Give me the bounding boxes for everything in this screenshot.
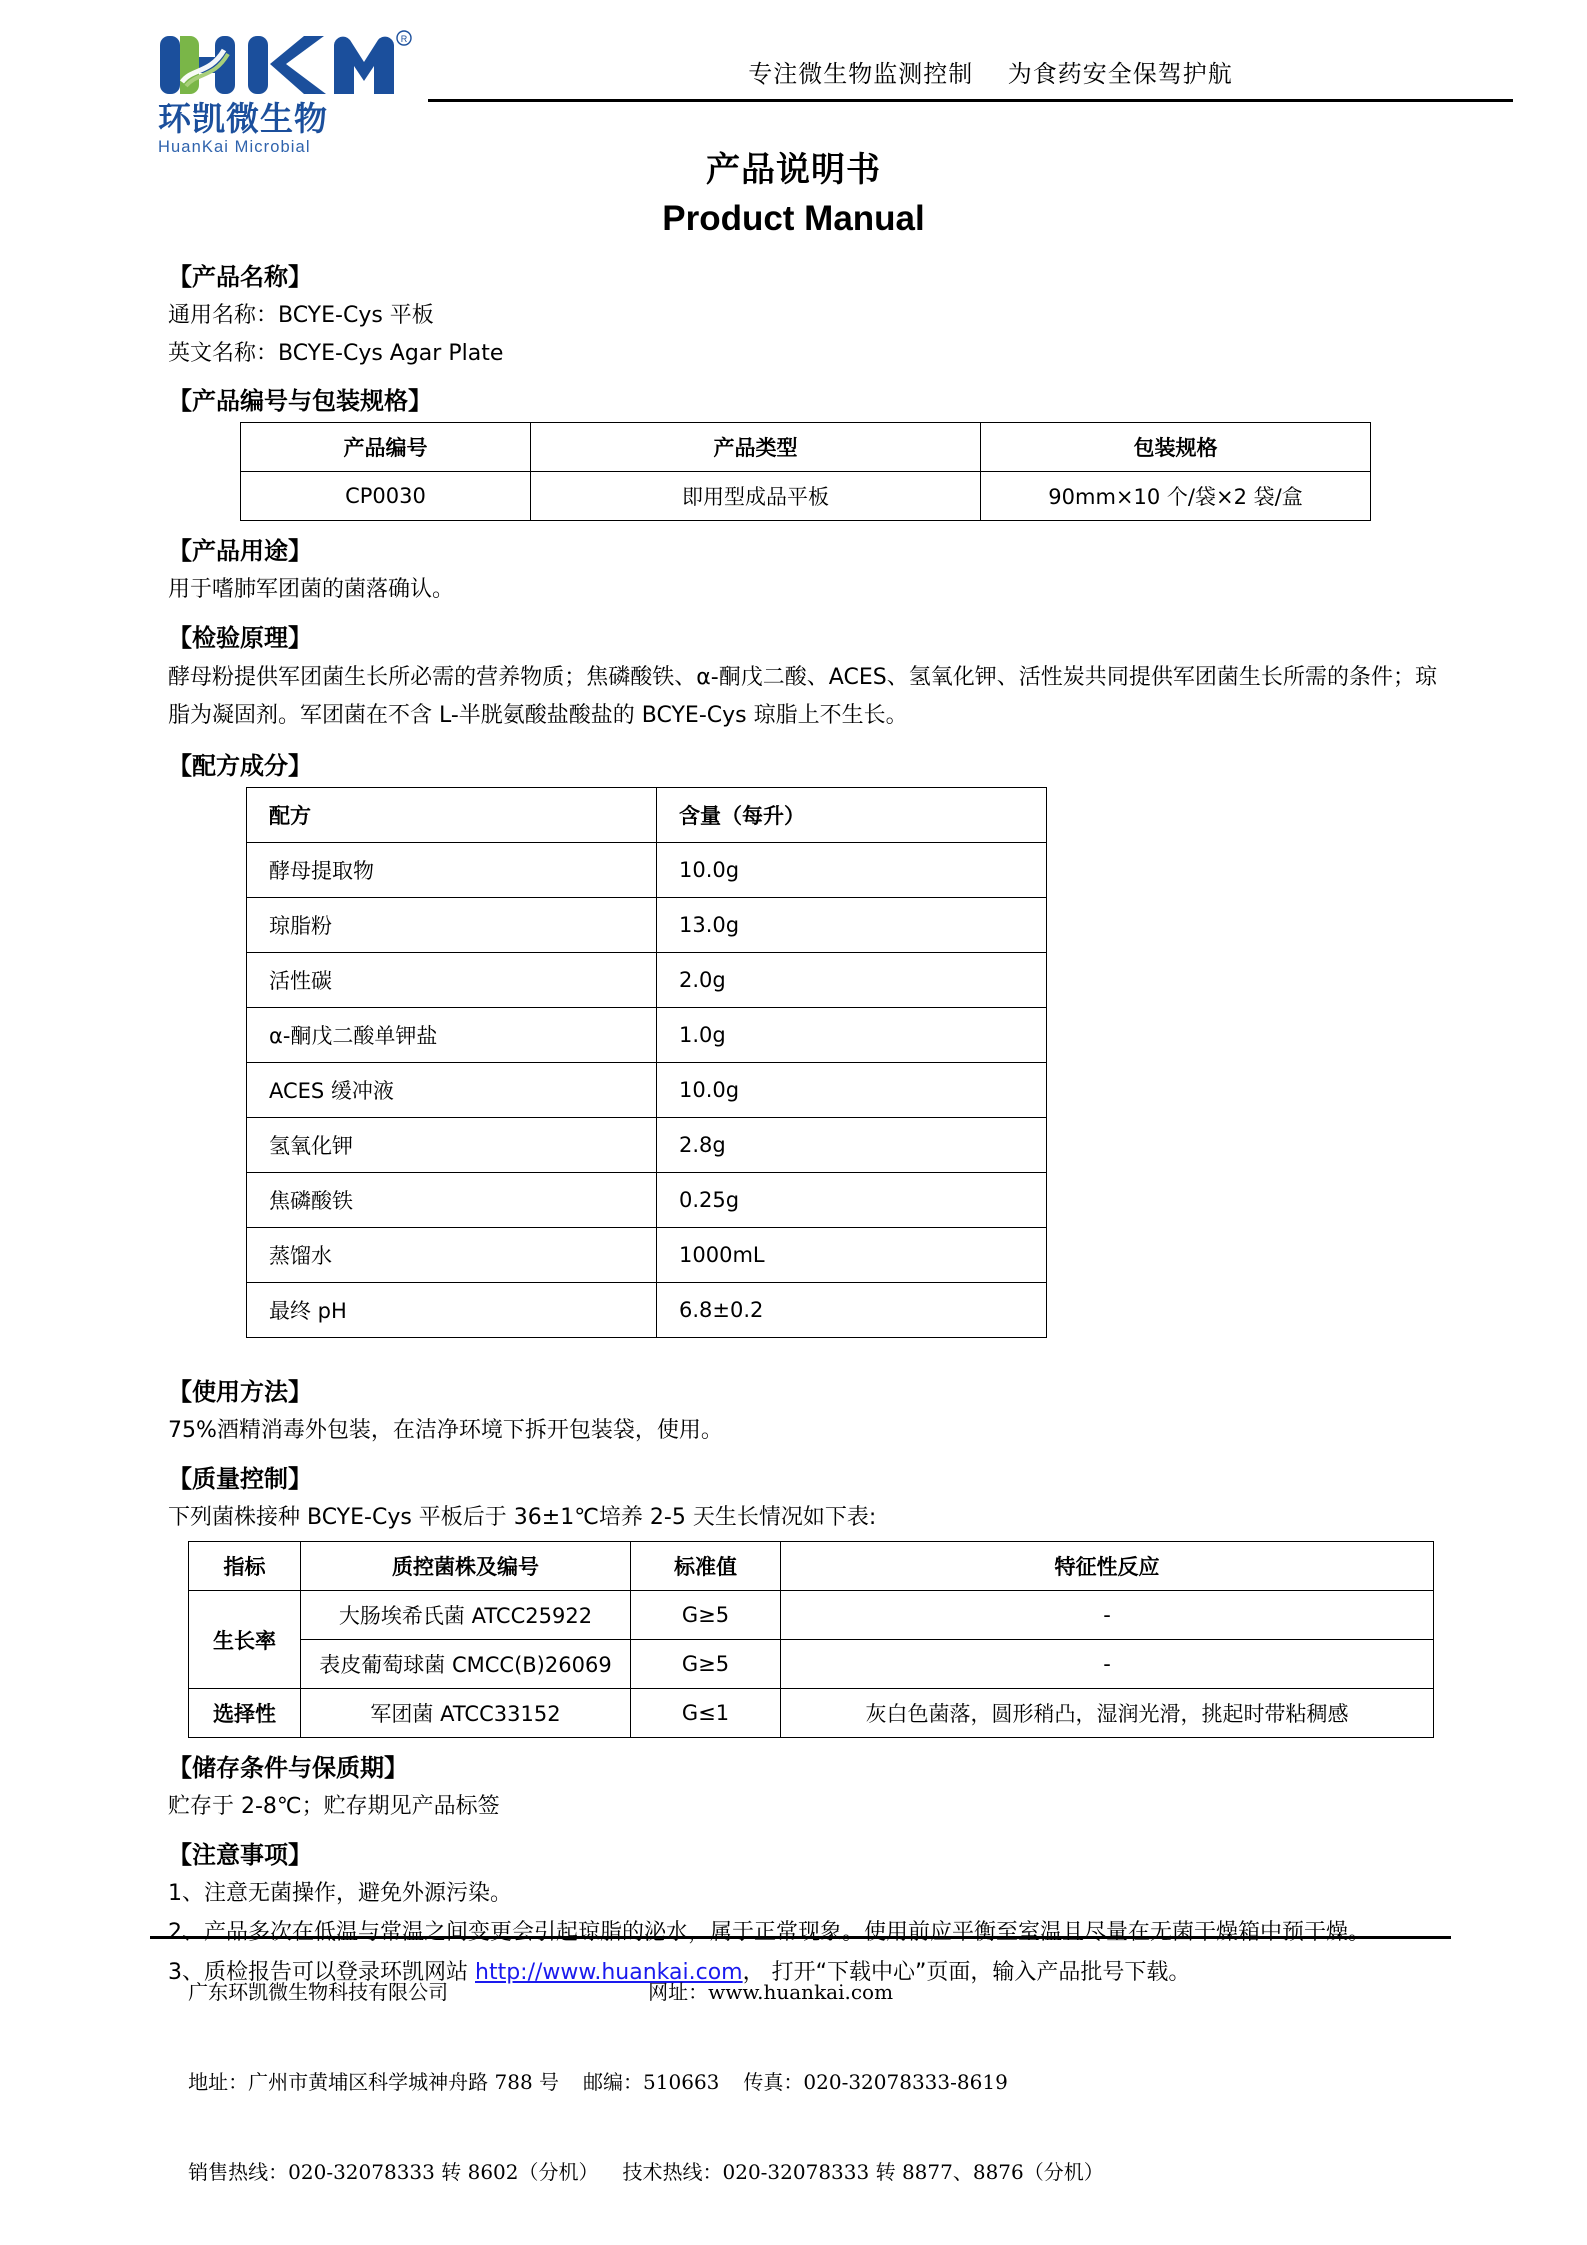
col-indicator: 指标: [189, 1542, 301, 1591]
hkm-logo-mark: [158, 28, 413, 100]
footer-sales-hotline: 销售热线：020-32078333 转 8602（分机）: [188, 2160, 599, 2184]
cell-standard: G≥5: [631, 1591, 781, 1640]
col-product-type: 产品类型: [531, 423, 981, 472]
cell-standard: G≥5: [631, 1640, 781, 1689]
header-tagline-area: [428, 28, 1513, 102]
cell-strain: 军团菌 ATCC33152: [301, 1689, 631, 1738]
col-product-code: 产品编号: [241, 423, 531, 472]
cell-strain: 大肠埃希氏菌 ATCC25922: [301, 1591, 631, 1640]
footer-website: 网址：www.huankai.com: [648, 1980, 894, 2004]
table-row: [247, 1172, 1047, 1227]
table-row: [247, 1007, 1047, 1062]
footer-fax: 传真：020-32078333-8619: [743, 2070, 1008, 2094]
section-heading-usage: 【使用方法】: [168, 1377, 312, 1406]
generic-name-line: 通用名称：BCYE-Cys 平板: [168, 303, 434, 328]
english-name-line: 英文名称：BCYE-Cys Agar Plate: [168, 340, 504, 366]
cell-indicator-selectivity: 选择性: [189, 1689, 301, 1738]
cell-amount: 10.0g: [657, 1062, 1047, 1117]
cell-amount: 2.8g: [657, 1117, 1047, 1172]
cell-product-code: CP0030: [241, 472, 531, 521]
page-title-en: Product Manual: [662, 199, 925, 238]
header-tagline: 专注微生物监测控制 为食药安全保驾护航: [748, 60, 1233, 88]
cell-strain: 表皮葡萄球菌 CMCC(B)26069: [301, 1640, 631, 1689]
cell-amount: 2.0g: [657, 952, 1047, 1007]
cell-ingredient: 活性碳: [247, 952, 657, 1007]
cell-product-type: 即用型成品平板: [531, 472, 981, 521]
cell-indicator-growth-rate: 生长率: [189, 1591, 301, 1689]
cell-ingredient: 琼脂粉: [247, 897, 657, 952]
usage-text: 75%酒精消毒外包装，在洁净环境下拆开包装袋，使用。: [168, 1417, 723, 1443]
col-reaction: 特征性反应: [781, 1542, 1434, 1591]
cell-ingredient: α-酮戊二酸单钾盐: [247, 1007, 657, 1062]
note-item-2: 2、产品多次在低温与常温之间变更会引起琼脂的泌水，属于正常现象。使用前应平衡至室温且尽量在无菌干燥箱中预干燥。: [168, 1920, 1371, 1946]
table-row: [247, 842, 1047, 897]
cell-amount: 1000mL: [657, 1227, 1047, 1282]
cell-amount: 1.0g: [657, 1007, 1047, 1062]
page-footer: [150, 1936, 1451, 2217]
table-header-row: [189, 1542, 1434, 1591]
table-row: [247, 1227, 1047, 1282]
table-header-row: [241, 423, 1371, 472]
hkm-logotype-icon: [158, 28, 413, 100]
note-3-suffix: ， 打开“下载中心”页面，输入产品批号下载。: [742, 1960, 1191, 1985]
svg-text:R: R: [400, 34, 408, 44]
company-logo: [158, 28, 428, 156]
cell-ingredient: 氢氧化钾: [247, 1117, 657, 1172]
section-heading-product-use: 【产品用途】: [168, 537, 312, 566]
quality-control-intro: 下列菌株接种 BCYE-Cys 平板后于 36±1℃培养 2-5 天生长情况如下表:: [168, 1504, 877, 1530]
col-amount: 含量（每升）: [657, 787, 1047, 842]
cell-reaction: -: [781, 1640, 1434, 1689]
footer-postcode: 邮编：510663: [583, 2070, 720, 2094]
document-content: [0, 257, 1587, 1991]
section-heading-notes: 【注意事项】: [168, 1840, 312, 1869]
footer-tech-hotline: 技术热线：020-32078333 转 8877、8876（分机）: [622, 2160, 1104, 2184]
footer-line-3: [150, 2127, 1451, 2217]
formula-table: [246, 787, 1047, 1338]
cell-ingredient: 焦磷酸铁: [247, 1172, 657, 1227]
section-heading-quality-control: 【质量控制】: [168, 1464, 312, 1493]
table-row: [189, 1640, 1434, 1689]
quality-control-table: [188, 1541, 1434, 1738]
cell-standard: G≤1: [631, 1689, 781, 1738]
table-row: [247, 952, 1047, 1007]
table-row: [247, 1282, 1047, 1337]
table-row: [247, 1062, 1047, 1117]
header-divider: [428, 99, 1513, 102]
huankai-website-link[interactable]: http://www.huankai.com: [475, 1960, 743, 1985]
product-use-text: 用于嗜肺军团菌的菌落确认。: [168, 577, 455, 603]
cell-ingredient: 蒸馏水: [247, 1227, 657, 1282]
footer-divider: [150, 1936, 1451, 1939]
col-standard: 标准值: [631, 1542, 781, 1591]
footer-address: 地址：广州市黄埔区科学城神舟路 788 号: [188, 2070, 560, 2094]
table-row: [189, 1591, 1434, 1640]
table-row: [241, 472, 1371, 521]
product-spec-table: [240, 422, 1371, 521]
note-3-prefix: 3、质检报告可以登录环凯网站: [168, 1960, 475, 1985]
note-item-1: 1、注意无菌操作，避免外源污染。: [168, 1880, 512, 1906]
page-title-cn: 产品说明书: [706, 150, 881, 190]
storage-text: 贮存于 2-8℃；贮存期见产品标签: [168, 1794, 500, 1820]
cell-amount: 0.25g: [657, 1172, 1047, 1227]
cell-amount: 10.0g: [657, 842, 1047, 897]
col-package-spec: 包装规格: [981, 423, 1371, 472]
footer-line-1: [150, 1947, 1451, 2037]
section-heading-formula: 【配方成分】: [168, 751, 312, 780]
section-heading-product-code: 【产品编号与包装规格】: [168, 387, 432, 416]
footer-line-2: [150, 2037, 1451, 2127]
section-heading-product-name: 【产品名称】: [168, 263, 312, 291]
logo-english-name: HuanKai Microbial: [158, 138, 311, 156]
cell-amount: 6.8±0.2: [657, 1282, 1047, 1337]
footer-company: 广东环凯微生物科技有限公司: [188, 1980, 449, 2004]
table-header-row: [247, 787, 1047, 842]
principle-text: 酵母粉提供军团菌生长所必需的营养物质；焦磷酸铁、α-酮戊二酸、ACES、氢氧化钾、活性炭共同提供军团菌生长所需的条件；琼脂为凝固剂。军团菌在不含 L-半胱氨酸盐酸盐的 BCYE-Cys 琼脂上不生长。: [168, 664, 1437, 729]
table-row: [247, 1117, 1047, 1172]
page-header: [0, 0, 1587, 156]
cell-ingredient: ACES 缓冲液: [247, 1062, 657, 1117]
section-heading-storage: 【储存条件与保质期】: [168, 1754, 408, 1783]
cell-ingredient: 酵母提取物: [247, 842, 657, 897]
cell-reaction: 灰白色菌落，圆形稍凸，湿润光滑，挑起时带粘稠感: [781, 1689, 1434, 1738]
table-row: [247, 897, 1047, 952]
cell-amount: 13.0g: [657, 897, 1047, 952]
table-row: [189, 1689, 1434, 1738]
logo-chinese-name: 环凯微生物: [158, 99, 328, 138]
section-heading-principle: 【检验原理】: [168, 623, 312, 652]
cell-reaction: -: [781, 1591, 1434, 1640]
cell-ingredient: 最终 pH: [247, 1282, 657, 1337]
col-formula: 配方: [247, 787, 657, 842]
cell-package-spec: 90mm×10 个/袋×2 袋/盒: [981, 472, 1371, 521]
col-strain: 质控菌株及编号: [301, 1542, 631, 1591]
